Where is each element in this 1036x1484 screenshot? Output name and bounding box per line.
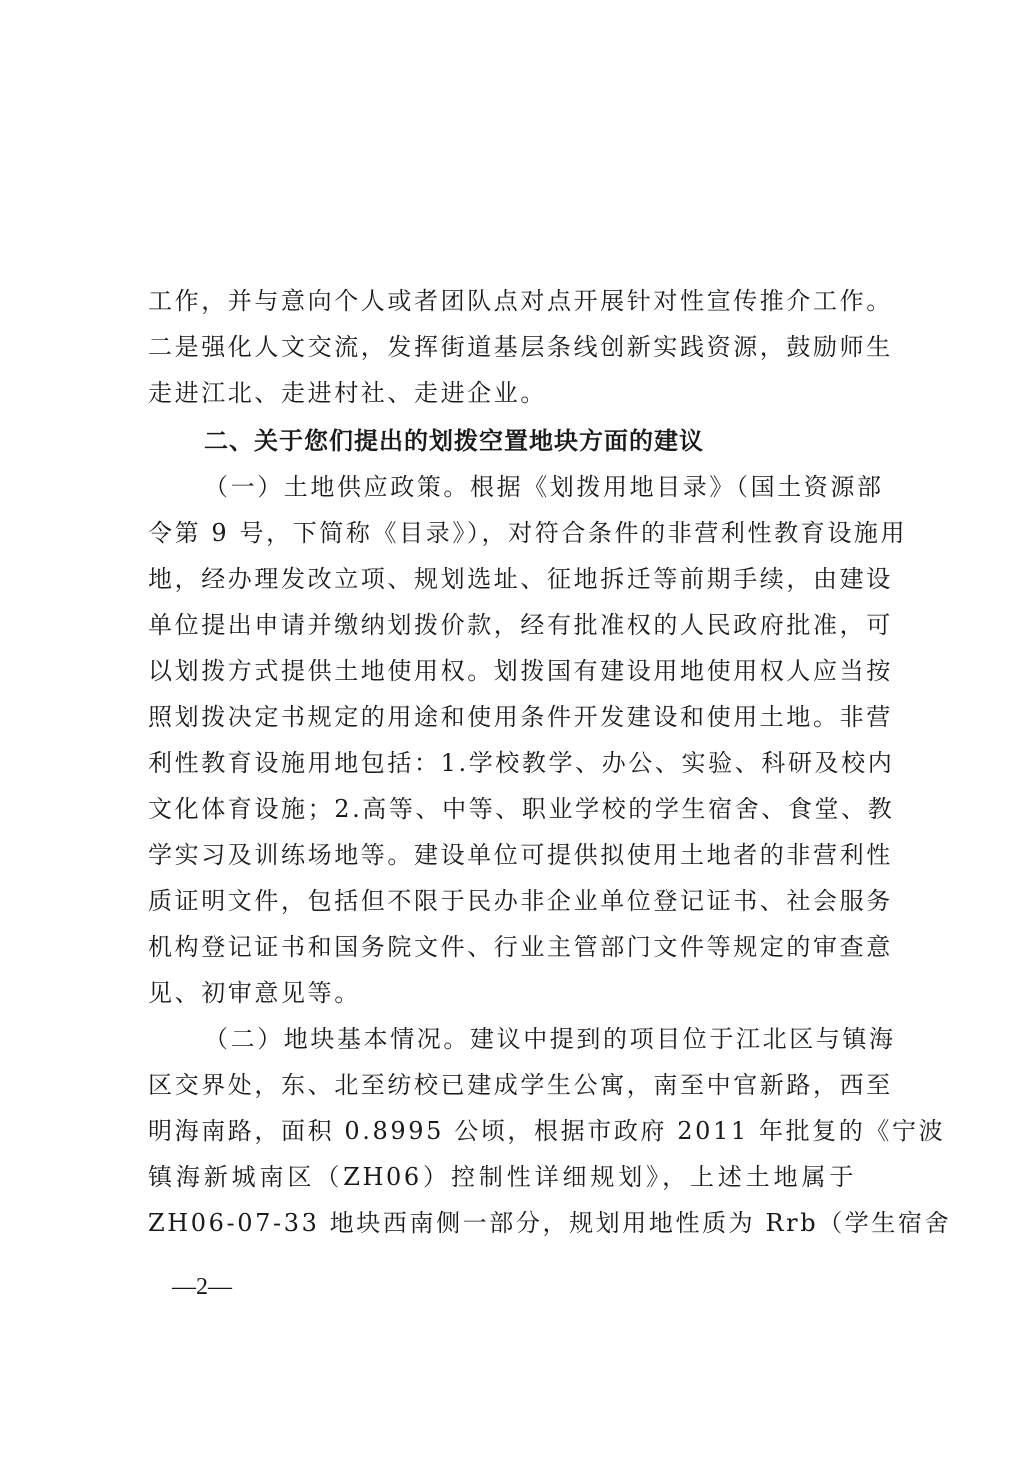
page-number: —2— xyxy=(172,1274,232,1300)
paragraph-line: 学实习及训练场地等。建设单位可提供拟使用土地者的非营利性 xyxy=(148,841,893,869)
paragraph-line: 工作，并与意向个人或者团队点对点开展针对性宣传推介工作。 xyxy=(148,287,893,315)
paragraph-line: （一）土地供应政策。根据《划拨用地目录》（国土资源部 xyxy=(204,473,884,501)
paragraph-line: 文化体育设施；2.高等、中等、职业学校的学生宿舍、食堂、教 xyxy=(148,795,895,823)
paragraph-line: 照划拨决定书规定的用途和使用条件开发建设和使用土地。非营 xyxy=(148,703,893,731)
paragraph-line: 明海南路，面积 0.8995 公顷，根据市政府 2011 年批复的《宁波 xyxy=(148,1117,946,1145)
paragraph-line: 质证明文件，包括但不限于民办非企业单位登记证书、社会服务 xyxy=(148,887,893,915)
paragraph-line: 以划拨方式提供土地使用权。划拨国有建设用地使用权人应当按 xyxy=(148,657,893,685)
paragraph-line: ZH06-07-33 地块西南侧一部分，规划用地性质为 Rrb（学生宿舍 xyxy=(148,1209,952,1237)
paragraph-line: 机构登记证书和国务院文件、行业主管部门文件等规定的审查意 xyxy=(148,933,893,961)
paragraph-line: （二）地块基本情况。建议中提到的项目位于江北区与镇海 xyxy=(204,1025,896,1053)
paragraph-line: 走进江北、走进村社、走进企业。 xyxy=(148,379,547,407)
paragraph-line: 地，经办理发改立项、规划选址、征地拆迁等前期手续，由建设 xyxy=(148,565,893,593)
section-heading: 二、关于您们提出的划拨空置地块方面的建议 xyxy=(204,427,704,455)
paragraph-line: 二是强化人文交流，发挥街道基层条线创新实践资源，鼓励师生 xyxy=(148,333,893,361)
paragraph-line: 区交界处，东、北至纺校已建成学生公寓，南至中官新路，西至 xyxy=(148,1071,893,1099)
paragraph-line: 单位提出申请并缴纳划拨价款，经有批准权的人民政府批准，可 xyxy=(148,611,893,639)
paragraph-line: 利性教育设施用地包括：1.学校教学、办公、实验、科研及校内 xyxy=(148,749,895,777)
paragraph-line: 镇海新城南区（ZH06）控制性详细规划》，上述土地属于 xyxy=(148,1163,856,1191)
paragraph-line: 见、初审意见等。 xyxy=(148,979,361,1007)
paragraph-line: 令第 9 号，下简称《目录》），对符合条件的非营利性教育设施用 xyxy=(148,519,908,547)
